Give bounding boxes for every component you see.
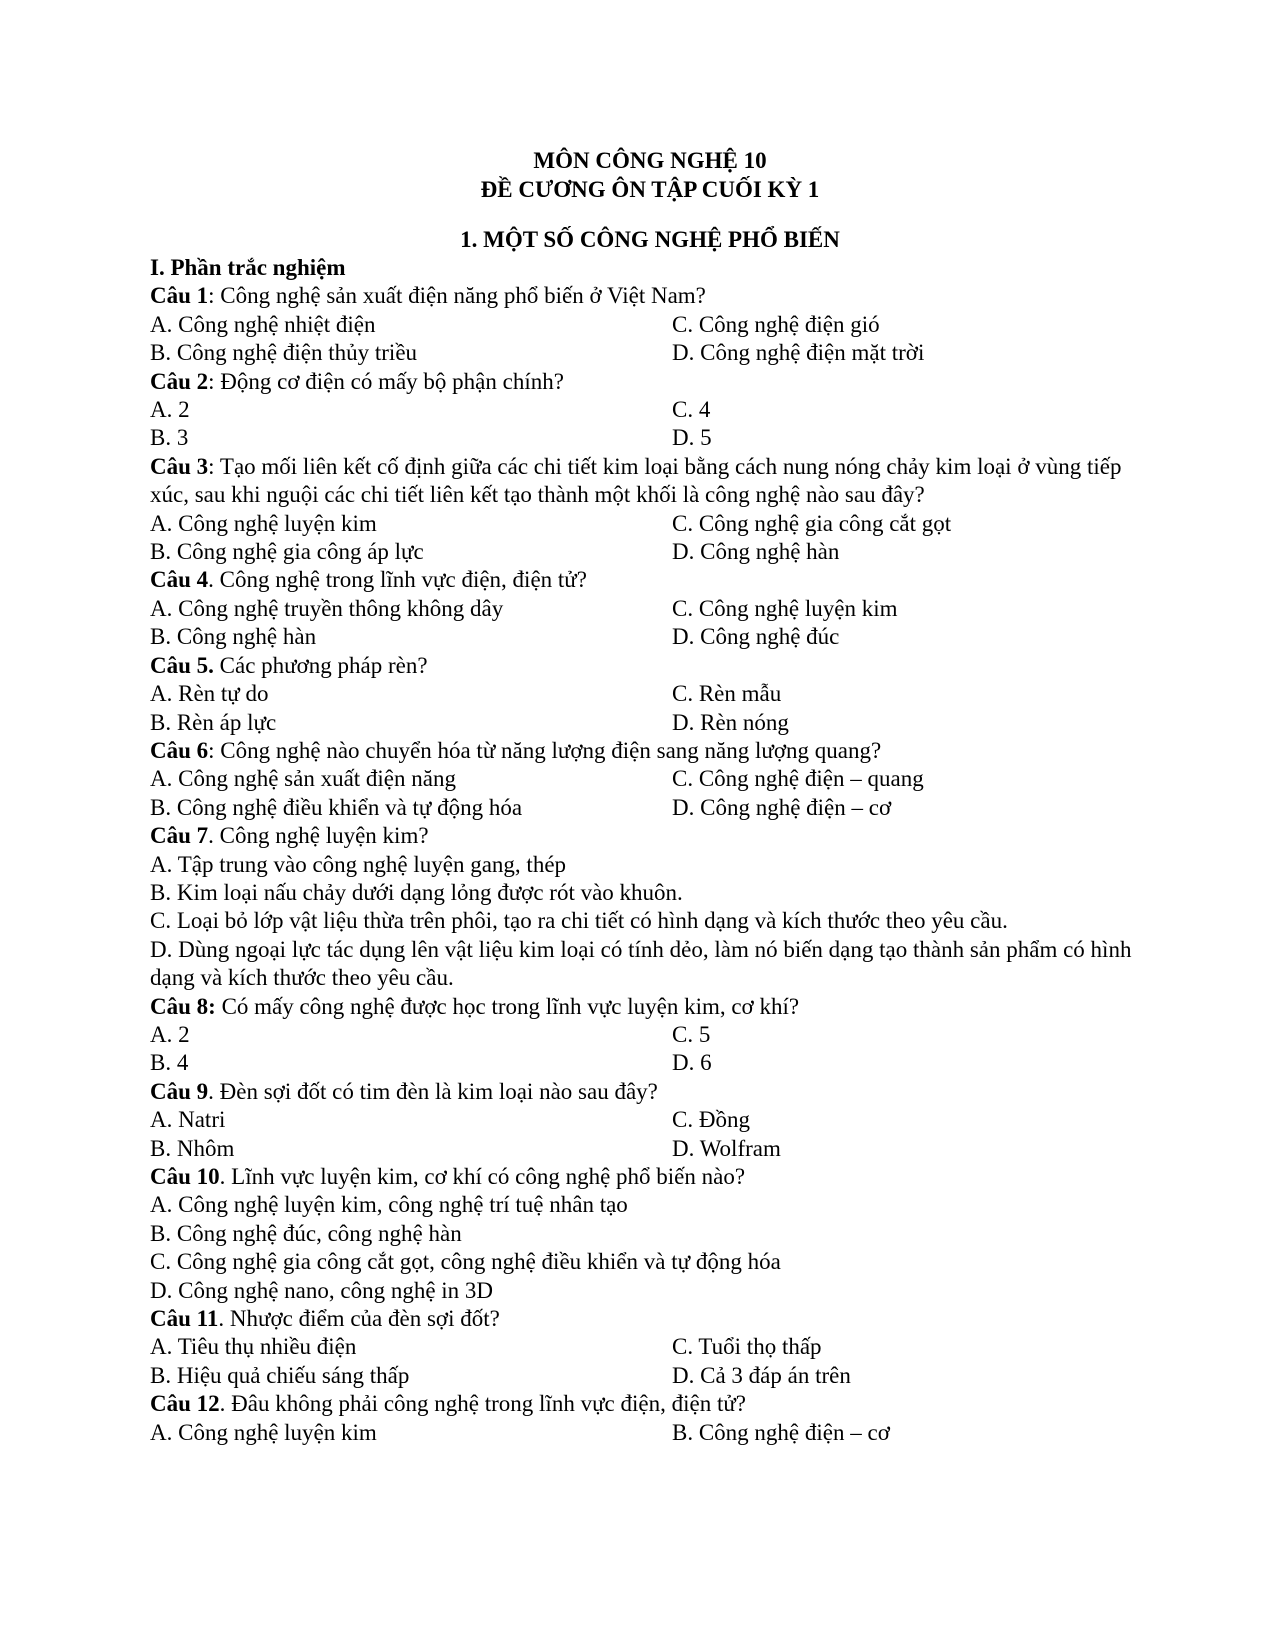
options-row bbox=[150, 1333, 1150, 1361]
question-label: Câu 11 bbox=[150, 1306, 219, 1332]
option-d: D. Công nghệ đúc bbox=[672, 624, 840, 650]
question-separator: . bbox=[208, 1078, 220, 1104]
options-row bbox=[150, 424, 1150, 452]
question-separator: : bbox=[208, 368, 221, 394]
option-d: D. Công nghệ điện mặt trời bbox=[672, 340, 925, 366]
outline-title: ĐỀ CƯƠNG ÔN TẬP CUỐI KỲ 1 bbox=[480, 177, 820, 202]
options-row bbox=[150, 510, 1150, 538]
question-label: Câu 4 bbox=[150, 567, 209, 593]
options-row bbox=[150, 339, 1150, 367]
option-b: B. Kim loại nấu chảy dưới dạng lỏng được rót vào khuôn. bbox=[150, 879, 683, 905]
question-8 bbox=[150, 993, 1150, 1021]
options-row bbox=[150, 1419, 1150, 1447]
option-c: C. Công nghệ gia công cắt gọt bbox=[672, 510, 952, 536]
question-6 bbox=[150, 737, 1150, 765]
question-label: Câu 12 bbox=[150, 1391, 220, 1417]
question-label: Câu 3 bbox=[150, 453, 209, 479]
question-2 bbox=[150, 368, 1150, 396]
option-a: A. Tập trung vào công nghệ luyện gang, thép bbox=[150, 851, 567, 877]
option-b: B. Công nghệ điện thủy triều bbox=[150, 340, 418, 366]
option-a: A. 2 bbox=[150, 397, 190, 423]
options-row bbox=[150, 1106, 1150, 1134]
option-b: B. Hiệu quả chiếu sáng thấp bbox=[150, 1362, 410, 1388]
question-label: Câu 6 bbox=[150, 737, 209, 763]
part-title: I. Phần trắc nghiệm bbox=[150, 255, 346, 280]
question-3 bbox=[150, 453, 1150, 510]
option-a: A. Công nghệ truyền thông không dây bbox=[150, 595, 504, 621]
option-d: D. Dùng ngoại lực tác dụng lên vật liệu kim loại có tính dẻo, làm nó biến dạng tạo thành sản phẩm có hình dạng và kích thước theo yêu cầu. bbox=[150, 936, 1132, 991]
option-c: C. Công nghệ điện – quang bbox=[672, 766, 924, 792]
option-b: B. Công nghệ đúc, công nghệ hàn bbox=[150, 1220, 462, 1246]
question-text: Công nghệ trong lĩnh vực điện, điện tử? bbox=[219, 567, 587, 593]
question-separator: : bbox=[208, 737, 221, 763]
option-b: B. Nhôm bbox=[150, 1135, 235, 1161]
option-c: C. Công nghệ luyện kim bbox=[672, 595, 898, 621]
options-row bbox=[150, 680, 1150, 708]
option-c: C. 4 bbox=[672, 397, 711, 423]
option-b: B. Công nghệ điều khiển và tự động hóa bbox=[150, 794, 523, 820]
option-b: B. Công nghệ điện – cơ bbox=[672, 1419, 890, 1445]
option-b: B. 4 bbox=[150, 1050, 189, 1076]
option-d: D. 5 bbox=[672, 425, 712, 451]
options-row bbox=[150, 1135, 1150, 1163]
question-label: Câu 9 bbox=[150, 1078, 209, 1104]
question-label: Câu 8: bbox=[150, 993, 216, 1019]
subject-title: MÔN CÔNG NGHỆ 10 bbox=[533, 148, 767, 173]
option-a: A. Công nghệ luyện kim bbox=[150, 510, 377, 536]
question-text: Động cơ điện có mấy bộ phận chính? bbox=[220, 368, 564, 394]
question-label: Câu 2 bbox=[150, 368, 209, 394]
question-12 bbox=[150, 1390, 1150, 1418]
question-text: Lĩnh vực luyện kim, cơ khí có công nghệ phổ biến nào? bbox=[231, 1164, 746, 1189]
question-text: Có mấy công nghệ được học trong lĩnh vực luyện kim, cơ khí? bbox=[221, 993, 800, 1019]
option-a: A. 2 bbox=[150, 1021, 190, 1047]
question-text: Nhược điểm của đèn sợi đốt? bbox=[229, 1306, 500, 1332]
option-d: D. Wolfram bbox=[672, 1135, 781, 1161]
question-4 bbox=[150, 566, 1150, 594]
option-a: A. Tiêu thụ nhiều điện bbox=[150, 1334, 357, 1360]
options-row bbox=[150, 311, 1150, 339]
option-d: D. Công nghệ nano, công nghệ in 3D bbox=[150, 1277, 494, 1303]
option-c: C. Rèn mẫu bbox=[672, 681, 782, 707]
question-1 bbox=[150, 282, 1150, 310]
option-a: A. Công nghệ luyện kim bbox=[150, 1419, 377, 1445]
question-text: Các phương pháp rèn? bbox=[219, 652, 428, 678]
option-b: B. Rèn áp lực bbox=[150, 709, 277, 735]
section-title: 1. MỘT SỐ CÔNG NGHỆ PHỔ BIẾN bbox=[460, 227, 840, 252]
question-separator: . bbox=[219, 1391, 232, 1417]
option-d: D. Công nghệ điện – cơ bbox=[672, 794, 892, 820]
question-separator: . bbox=[218, 1306, 230, 1332]
options-row bbox=[150, 794, 1150, 822]
options-row bbox=[150, 1362, 1150, 1390]
option-a: A. Công nghệ sản xuất điện năng bbox=[150, 766, 456, 792]
options-row bbox=[150, 538, 1150, 566]
question-separator: . bbox=[208, 567, 220, 593]
options-row bbox=[150, 623, 1150, 651]
question-separator: . bbox=[219, 1164, 232, 1189]
option-a: A. Công nghệ luyện kim, công nghệ trí tuệ nhân tạo bbox=[150, 1192, 628, 1218]
document-content bbox=[150, 146, 1150, 1447]
question-text: Đèn sợi đốt có tim đèn là kim loại nào sau đây? bbox=[219, 1078, 658, 1104]
question-label: Câu 1 bbox=[150, 283, 209, 309]
option-d: D. Rèn nóng bbox=[672, 709, 789, 735]
option-b: B. Công nghệ gia công áp lực bbox=[150, 539, 424, 565]
option-b: B. 3 bbox=[150, 425, 189, 451]
options-row bbox=[150, 765, 1150, 793]
option-d: D. 6 bbox=[672, 1050, 712, 1076]
question-5 bbox=[150, 652, 1150, 680]
question-separator: . bbox=[208, 823, 220, 849]
question-separator: : bbox=[208, 453, 220, 479]
question-11 bbox=[150, 1305, 1150, 1333]
options-row bbox=[150, 1021, 1150, 1049]
option-a: A. Rèn tự do bbox=[150, 681, 269, 707]
question-text: Công nghệ sản xuất điện năng phổ biến ở Việt Nam? bbox=[220, 283, 706, 309]
option-a: A. Công nghệ nhiệt điện bbox=[150, 311, 376, 337]
option-c: C. Loại bỏ lớp vật liệu thừa trên phôi, tạo ra chi tiết có hình dạng và kích thước theo yêu cầu. bbox=[150, 908, 1008, 934]
question-7 bbox=[150, 822, 1150, 850]
option-c: C. Công nghệ điện gió bbox=[672, 311, 880, 337]
option-c: C. Đồng bbox=[672, 1107, 750, 1133]
option-c: C. Tuổi thọ thấp bbox=[672, 1334, 822, 1360]
question-label: Câu 5. bbox=[150, 652, 214, 678]
question-10 bbox=[150, 1163, 1150, 1191]
question-9 bbox=[150, 1078, 1150, 1106]
options-row bbox=[150, 709, 1150, 737]
options-row bbox=[150, 396, 1150, 424]
option-d: D. Công nghệ hàn bbox=[672, 539, 840, 565]
question-text: Công nghệ nào chuyển hóa từ năng lượng điện sang năng lượng quang? bbox=[220, 737, 882, 763]
options-row bbox=[150, 1049, 1150, 1077]
option-a: A. Natri bbox=[150, 1107, 226, 1133]
options-row bbox=[150, 595, 1150, 623]
question-label: Câu 7 bbox=[150, 823, 209, 849]
question-separator: : bbox=[208, 283, 221, 309]
option-c: C. 5 bbox=[672, 1021, 711, 1047]
question-label: Câu 10 bbox=[150, 1164, 220, 1189]
question-text: Tạo mối liên kết cố định giữa các chi tiết kim loại bằng cách nung nóng chảy kim loại ở vùng tiếp xúc, sau khi nguội các chi tiết liên kết tạo thành một khối là công nghệ nào sau đây? bbox=[150, 453, 1122, 508]
question-text: Công nghệ luyện kim? bbox=[219, 823, 429, 849]
option-b: B. Công nghệ hàn bbox=[150, 624, 317, 650]
question-text: Đâu không phải công nghệ trong lĩnh vực điện, điện tử? bbox=[231, 1391, 747, 1417]
option-c: C. Công nghệ gia công cắt gọt, công nghệ điều khiển và tự động hóa bbox=[150, 1249, 781, 1275]
option-d: D. Cả 3 đáp án trên bbox=[672, 1362, 851, 1388]
